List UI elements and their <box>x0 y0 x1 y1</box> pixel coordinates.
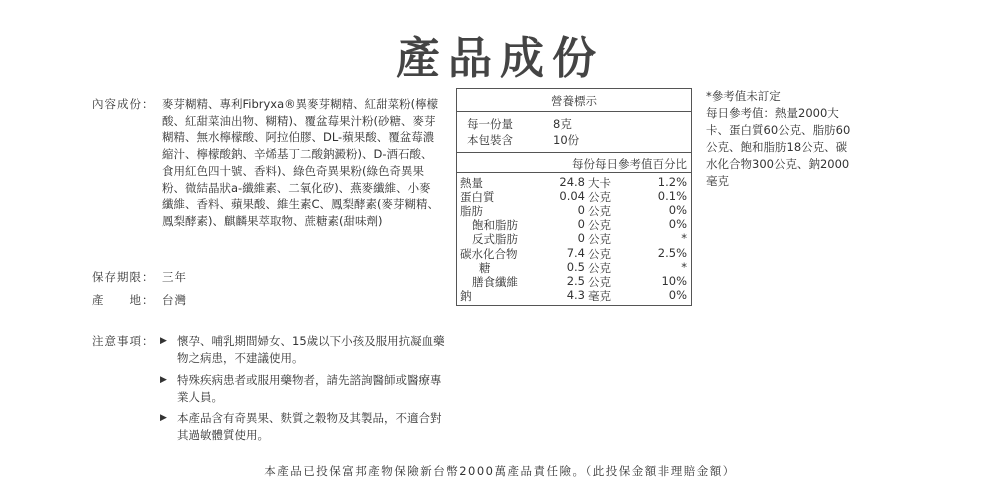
nutrient-value: 4.3 <box>566 288 585 302</box>
nutrient-name: 蛋白質 <box>460 190 495 204</box>
divider <box>457 172 691 173</box>
nutrition-row <box>457 217 691 232</box>
nutrient-daily-value: 10% <box>661 274 687 288</box>
shelf-life-label: 保存期限： <box>92 270 155 284</box>
nutrient-value: 0.04 <box>559 189 585 203</box>
nutrient-value: 0 <box>577 217 585 231</box>
nutrient-name: 糖 <box>479 261 491 275</box>
nutrition-row <box>457 246 691 261</box>
nutrient-unit: 公克 <box>588 190 611 204</box>
nutrient-value: 7.4 <box>566 246 585 260</box>
ingredients-text: 麥芽糊精、專利Fibryxa®異麥芽糊精、紅甜菜粉(檸檬酸、紅甜菜油出物、糊精)、覆盆莓果汁粉(砂糖、麥芽糊精、無水檸檬酸、阿拉伯膠、DL-蘋果酸、覆盆莓濃縮汁、檸檬酸鈉、辛烯基丁二酸鈉澱粉)、D-酒石酸、食用紅色四十號、香料)、綠色奇異果粉(綠色奇異果粉、微結晶狀a-纖維素、二氧化矽)、燕麥纖維、小麥纖維、香料、蘋果酸、維生素C、鳳梨酵素(麥芽糊精、鳳梨酵素)、麒麟果萃取物、蔗糖素(甜味劑) <box>162 97 440 228</box>
nutrition-row <box>457 203 691 218</box>
nutrient-value: 0 <box>577 231 585 245</box>
nutrient-daily-value: * <box>681 260 687 274</box>
nutrient-unit: 公克 <box>588 204 611 218</box>
nutrient-name: 碳水化合物 <box>460 247 518 261</box>
triangle-bullet-icon: ▶ <box>160 413 167 423</box>
divider <box>457 152 691 153</box>
nutrition-row <box>457 231 691 246</box>
nutrient-unit: 公克 <box>588 218 611 232</box>
note-item <box>160 372 450 406</box>
nutrient-unit: 公克 <box>588 247 611 261</box>
nutrition-facts-panel <box>456 88 692 306</box>
nutrient-daily-value: 0% <box>668 288 687 302</box>
nutrient-daily-value: 0% <box>668 203 687 217</box>
nutrient-value: 2.5 <box>566 274 585 288</box>
servings-per-package-label: 本包裝含 <box>467 133 513 147</box>
divider <box>457 111 691 112</box>
reference-note <box>706 88 858 190</box>
nutrient-daily-value: 0.1% <box>657 189 687 203</box>
reference-daily-values: 每日參考值：熱量2000大卡、蛋白質60公克、脂肪60公克、飽和脂肪18公克、碳水化合物300公克、鈉2000毫克 <box>706 106 851 188</box>
note-text: 特殊疾病患者或服用藥物者，請先諮詢醫師或醫療專業人員。 <box>177 373 442 404</box>
triangle-bullet-icon: ▶ <box>160 375 167 385</box>
nutrition-row <box>457 274 691 289</box>
note-item <box>160 410 450 444</box>
triangle-bullet-icon: ▶ <box>160 336 167 346</box>
nutrient-value: 0.5 <box>566 260 585 274</box>
nutrient-name: 脂肪 <box>460 204 483 218</box>
origin-label: 產 地： <box>92 293 155 307</box>
nutrient-name: 鈉 <box>460 289 472 303</box>
serving-size-value: 8克 <box>553 117 572 131</box>
note-text: 本產品含有奇異果、麩質之穀物及其製品，不適合對其過敏體質使用。 <box>177 411 442 442</box>
insurance-footer: 本產品已投保富邦產物保險新台幣2000萬產品責任險。（此投保金額非理賠金額） <box>264 464 736 478</box>
nutrition-title: 營養標示 <box>551 94 597 108</box>
nutrient-name: 膳食纖維 <box>472 275 518 289</box>
nutrition-row <box>457 189 691 204</box>
page-title: 產品成份 <box>396 33 604 84</box>
nutrient-daily-value: 2.5% <box>657 246 687 260</box>
nutrient-name: 熱量 <box>460 176 483 190</box>
ingredients-label: 內容成份： <box>92 97 155 111</box>
nutrient-daily-value: 1.2% <box>657 175 687 189</box>
serving-size-label: 每一份量 <box>467 117 513 131</box>
nutrient-daily-value: * <box>681 231 687 245</box>
nutrient-value: 0 <box>577 203 585 217</box>
daily-value-header: 每份每日參考值百分比 <box>572 157 687 171</box>
note-text: 懷孕、哺乳期間婦女、15歲以下小孩及服用抗凝血藥物之病患，不建議使用。 <box>177 334 445 365</box>
nutrient-name: 反式脂肪 <box>472 232 518 246</box>
nutrient-unit: 公克 <box>588 261 611 275</box>
nutrient-unit: 毫克 <box>588 289 611 303</box>
nutrient-daily-value: 0% <box>668 217 687 231</box>
nutrient-unit: 公克 <box>588 232 611 246</box>
origin-value: 台灣 <box>162 293 187 307</box>
nutrient-unit: 公克 <box>588 275 611 289</box>
nutrition-row <box>457 260 691 275</box>
nutrient-unit: 大卡 <box>588 176 611 190</box>
nutrient-name: 飽和脂肪 <box>472 218 518 232</box>
notes-label: 注意事項： <box>92 334 155 348</box>
nutrient-value: 24.8 <box>559 175 585 189</box>
nutrition-row <box>457 175 691 190</box>
note-item <box>160 333 450 367</box>
reference-asterisk-note: *參考值未訂定 <box>706 89 781 103</box>
nutrition-row <box>457 288 691 303</box>
shelf-life-value: 三年 <box>162 270 187 284</box>
servings-per-package-value: 10份 <box>553 133 580 147</box>
